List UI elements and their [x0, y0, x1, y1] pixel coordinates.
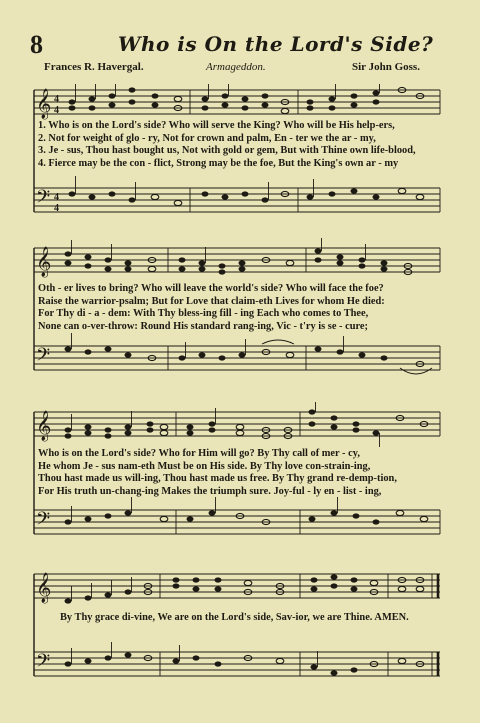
- amen-text: MEN.: [381, 612, 409, 623]
- svg-text:4: 4: [54, 192, 59, 203]
- verse-block-2: [38, 283, 440, 333]
- svg-text:4: 4: [54, 105, 59, 116]
- bass-clef-icon: 𝄢: [36, 345, 51, 370]
- treble-clef-icon: 𝄞: [36, 411, 52, 441]
- lyric-line-text: By Thy grace di-vine, We are on the Lord's side, Sav-ior, we are Thine. A: [60, 612, 382, 623]
- svg-text:4: 4: [54, 203, 59, 214]
- verse-block-3: [38, 448, 440, 498]
- lyric-line: Raise the warrior-psalm; But for Love that claim-eth Lives for whom He died:: [38, 295, 385, 307]
- tune-name: Armageddon.: [206, 61, 266, 73]
- bass-clef-icon: 𝄢: [36, 509, 51, 534]
- verse-block-4: [38, 612, 440, 625]
- verse-block-1: [38, 120, 440, 170]
- music-system-4: [0, 564, 480, 710]
- lyric-line: 2. Not for weight of glo - ry, Not for crown and palm, En - ter we the ar - my,: [38, 132, 376, 144]
- svg-text:4: 4: [54, 94, 59, 105]
- bass-clef-icon: 𝄢: [36, 651, 51, 676]
- lyric-line: 1. Who is on the Lord's side? Who will serve the King? Who will be His help-ers,: [38, 120, 395, 131]
- lyric-line: 3. Je - sus, Thou hast bought us, Not with gold or gem, But with Thine own life-blood,: [38, 145, 416, 157]
- lyric-line: He whom Je - sus nam-eth Must be on His side. By Thy love con-strain-ing,: [38, 460, 371, 472]
- lyric-line: None can o-ver-throw: Round His standard rang-ing, Vic - t'ry is se - cure;: [38, 320, 368, 332]
- lyric-line: 4. Fierce may be the con - flict, Strong may be the foe, But the King's own ar - my: [38, 157, 399, 169]
- treble-clef-icon: 𝄞: [36, 247, 52, 277]
- lyric-line: Who is on the Lord's side? Who for Him will go? By Thy call of mer - cy,: [38, 448, 360, 459]
- hymn-title: Who is On the Lord's Side?: [118, 32, 434, 56]
- treble-clef-icon: 𝄞: [36, 89, 52, 119]
- treble-clef-icon: 𝄞: [36, 573, 52, 603]
- lyric-line: Oth - er lives to bring? Who will leave the world's side? Who will face the foe?: [38, 283, 384, 294]
- lyric-line: [38, 612, 440, 625]
- hymn-number: 8: [30, 30, 43, 59]
- bass-clef-icon: 𝄢: [36, 187, 51, 212]
- lyric-line: Thou hast made us will-ing, Thou hast made us free. By Thy grand re-demp-tion,: [38, 473, 397, 485]
- author-credit: Frances R. Havergal.: [44, 61, 144, 73]
- lyric-line: For His truth un-chang-ing Makes the triumph sure. Joy-ful - ly en - list - ing,: [38, 485, 382, 497]
- lyric-line: For Thy di - a - dem: With Thy bless-ing fill - ing Each who comes to Thee,: [38, 308, 369, 320]
- composer-credit: Sir John Goss.: [352, 61, 420, 73]
